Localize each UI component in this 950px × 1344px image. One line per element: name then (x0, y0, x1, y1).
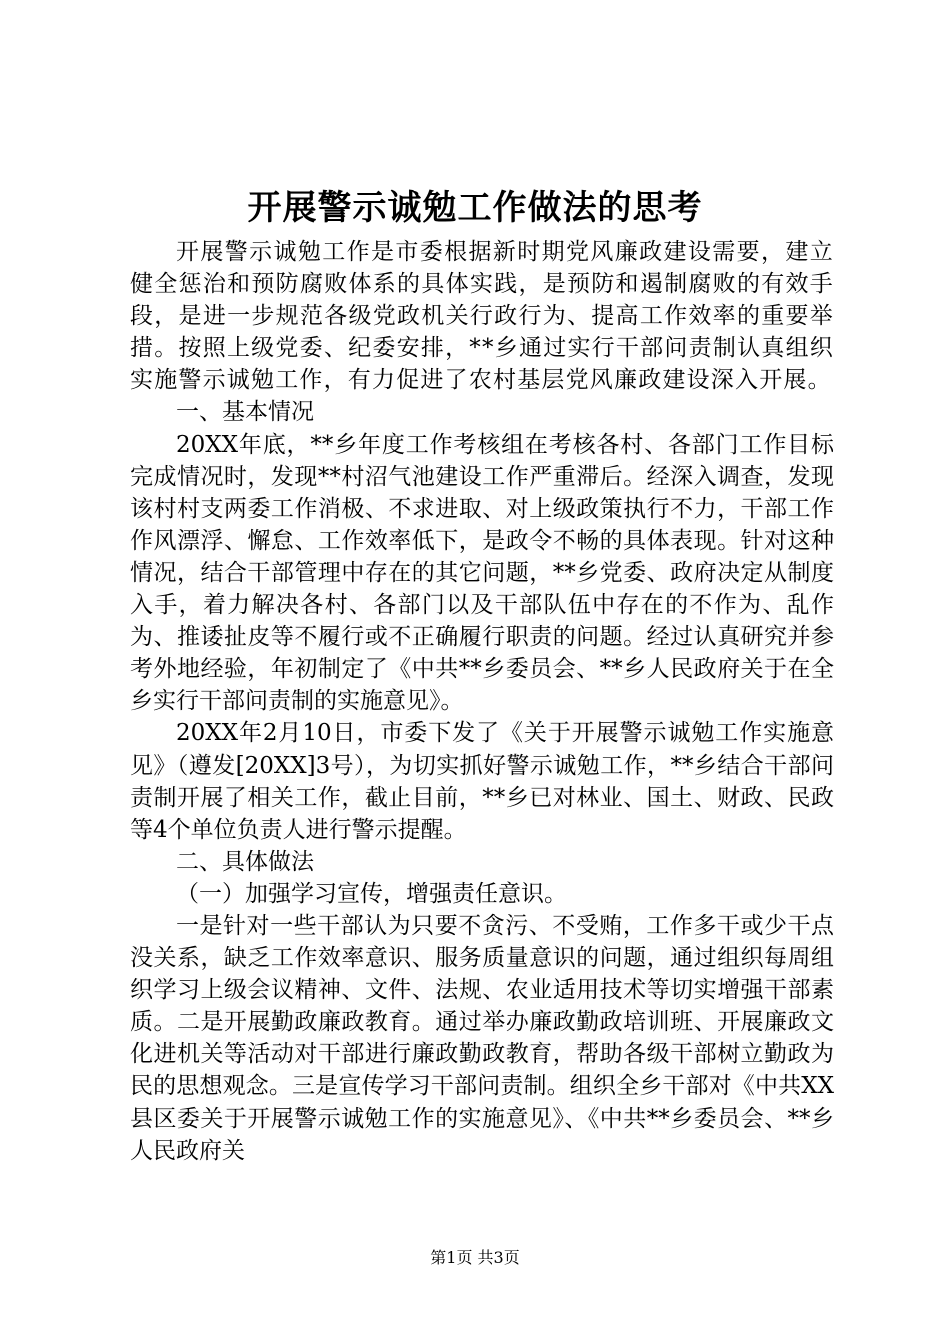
section-heading-basic-situation: 一、基本情况 (176, 399, 314, 426)
page-footer: 第1页 共3页 (430, 1248, 520, 1267)
paragraph-basic-situation-1: 20XX年底，**乡年度工作考核组在考核各村、各部门工作目标完成情况时，发现**村沼气池建设工作严重滞后。经深入调查，发现该村村支两委工作消极、不求进取、对上级政策执行不力，干部工作作风漂浮、懈怠、工作效率低下，是政令不畅的具体表现。针对这种情况，结合干部管理中存在的其它问题，**乡党委、政府决定从制度入手，着力解决各村、各部门以及干部队伍中存在的不作为、乱作为、推诿扯皮等不履行或不正确履行职责的问题。经过认真研究并参考外地经验，年初制定了《中共**乡委员会、**乡人民政府关于在全乡实行干部问责制的实施意见》。 (130, 431, 834, 715)
paragraph-specific-practices-1: 一是针对一些干部认为只要不贪污、不受贿，工作多干或少干点没关系，缺乏工作效率意识、服务质量意识的问题，通过组织每周组织学习上级会议精神、文件、法规、农业适用技术等切实增强干部素质。二是开展勤政廉政教育。通过举办廉政勤政培训班、开展廉政文化进机关等活动对干部进行廉政勤政教育，帮助各级干部树立勤政为民的思想观念。三是宣传学习干部问责制。组织全乡干部对《中共XX县区委关于开展警示诚勉工作的实施意见》、《中共**乡委员会、**乡人民政府关 (130, 912, 834, 1164)
section-heading-specific-practices: 二、具体做法 (176, 848, 314, 875)
paragraph-basic-situation-2: 20XX年2月10日，市委下发了《关于开展警示诚勉工作实施意见》（遵发[20XX]3号），为切实抓好警示诚勉工作，**乡结合干部问责制开展了相关工作，截止目前，**乡已对林业、国土、财政、民政等4个单位负责人进行警示提醒。 (130, 720, 834, 843)
document-body (130, 236, 834, 1167)
subheading-learning-publicity: （一）加强学习宣传，增强责任意识。 (176, 880, 567, 907)
document-title: 开展警示诚勉工作做法的思考 (247, 188, 703, 228)
intro-paragraph: 开展警示诚勉工作是市委根据新时期党风廉政建设需要，建立健全惩治和预防腐败体系的具体实践，是预防和遏制腐败的有效手段，是进一步规范各级党政机关行政行为、提高工作效率的重要举措。按照上级党委、纪委安排，**乡通过实行干部问责制认真组织实施警示诚勉工作，有力促进了农村基层党风廉政建设深入开展。 (130, 239, 834, 394)
